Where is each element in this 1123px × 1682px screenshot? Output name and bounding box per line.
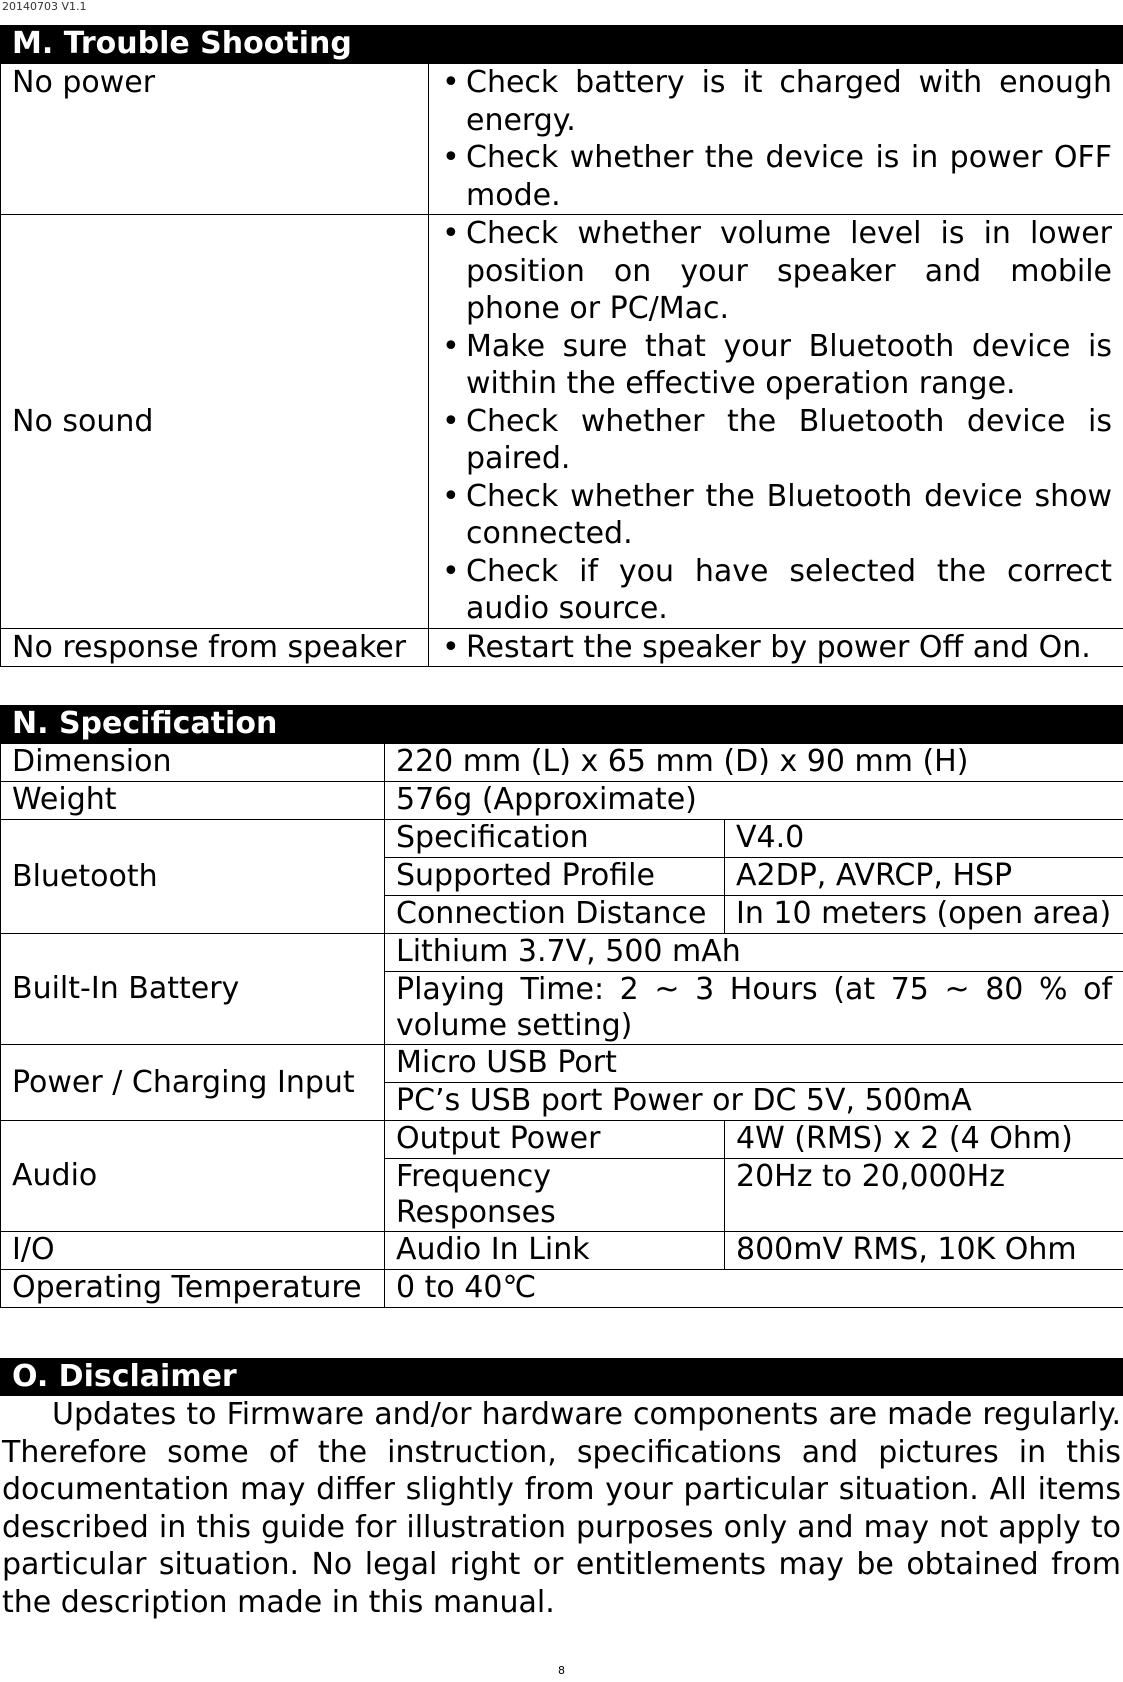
fixes-cell [429,64,1123,215]
table-row [1,744,1123,782]
table-row [1,820,1123,858]
problem-cell: No power [1,64,429,215]
spec-value: 800mV RMS, 10K Ohm [725,1232,1123,1270]
problem-cell: No response from speaker [1,628,429,667]
list-item: • Check if you have selected the correct audio source. [440,553,1112,628]
spec-value: 220 mm (L) x 65 mm (D) x 90 mm (H) [385,744,1123,782]
table-row [1,1270,1123,1308]
specification-heading: N. Specification [0,705,1123,743]
specification-table [0,743,1123,1308]
table-row [1,215,1123,629]
fix-list [440,215,1112,628]
list-item: • Check whether the Bluetooth device is paired. [440,403,1112,478]
document-version: 20140703 V1.1 [2,0,87,13]
disclaimer-section [0,1358,1123,1621]
spec-value: 576g (Approximate) [385,782,1123,820]
spec-sublabel: Frequency Responses [385,1159,725,1232]
spec-value: Lithium 3.7V, 500 mAh [385,934,1123,972]
spec-label: Dimension [1,744,385,782]
list-item: • Check whether volume level is in lower position on your speaker and mobile phone or PC/Mac. [440,215,1112,328]
spec-value: Playing Time: 2 ~ 3 Hours (at 75 ~ 80 % of volume setting) [385,972,1123,1045]
spec-sublabel: Connection Distance [385,896,725,934]
fixes-cell [429,215,1123,629]
spec-label: Bluetooth [1,820,385,934]
page-number: 8 [558,1664,565,1677]
spec-value: V4.0 [725,820,1123,858]
disclaimer-heading: O. Disclaimer [0,1358,1123,1396]
spec-value: Micro USB Port [385,1045,1123,1083]
spec-value: PC’s USB port Power or DC 5V, 500mA [385,1083,1123,1121]
table-row [1,934,1123,972]
spec-value: 4W (RMS) x 2 (4 Ohm) [725,1121,1123,1159]
spec-value: A2DP, AVRCP, HSP [725,858,1123,896]
spec-value: 0 to 40℃ [385,1270,1123,1308]
list-item: • Check whether the device is in power OFF mode. [440,139,1112,214]
spec-value: 20Hz to 20,000Hz [725,1159,1123,1232]
spec-sublabel: Output Power [385,1121,725,1159]
spec-label: Built-In Battery [1,934,385,1045]
spec-label: Audio [1,1121,385,1232]
fixes-cell [429,628,1123,667]
fix-list [440,64,1112,214]
problem-cell: No sound [1,215,429,629]
trouble-shooting-table [0,63,1123,667]
spec-label: Operating Temperature [1,1270,385,1308]
table-row [1,64,1123,215]
spec-label: Weight [1,782,385,820]
trouble-shooting-heading: M. Trouble Shooting [0,25,1123,63]
list-item: • Make sure that your Bluetooth device is within the effective operation range. [440,328,1112,403]
specification-section [0,705,1123,1308]
table-row [1,1232,1123,1270]
table-row [1,1045,1123,1083]
spec-label: Power / Charging Input [1,1045,385,1121]
list-item: • Check whether the Bluetooth device show connected. [440,478,1112,553]
disclaimer-text: Updates to Firmware and/or hardware components are made regularly. Therefore some of the instruction, specifications and pictures in this documentation may differ slightly from your particular situation. All items described in this guide for illustration purposes only and may not apply to particular situation. No legal right or entitlements may be obtained from the description made in this manual. [2,1397,1121,1620]
table-row [1,1121,1123,1159]
trouble-shooting-section [0,25,1123,667]
spec-sublabel: Audio In Link [385,1232,725,1270]
table-row [1,782,1123,820]
fix-list [440,629,1112,667]
list-item: • Restart the speaker by power Off and On. [440,629,1112,667]
spec-value: In 10 meters (open area) [725,896,1123,934]
table-row [1,628,1123,667]
spec-label: I/O [1,1232,385,1270]
spec-sublabel: Supported Profile [385,858,725,896]
spec-sublabel: Specification [385,820,725,858]
list-item: • Check battery is it charged with enough energy. [440,64,1112,139]
